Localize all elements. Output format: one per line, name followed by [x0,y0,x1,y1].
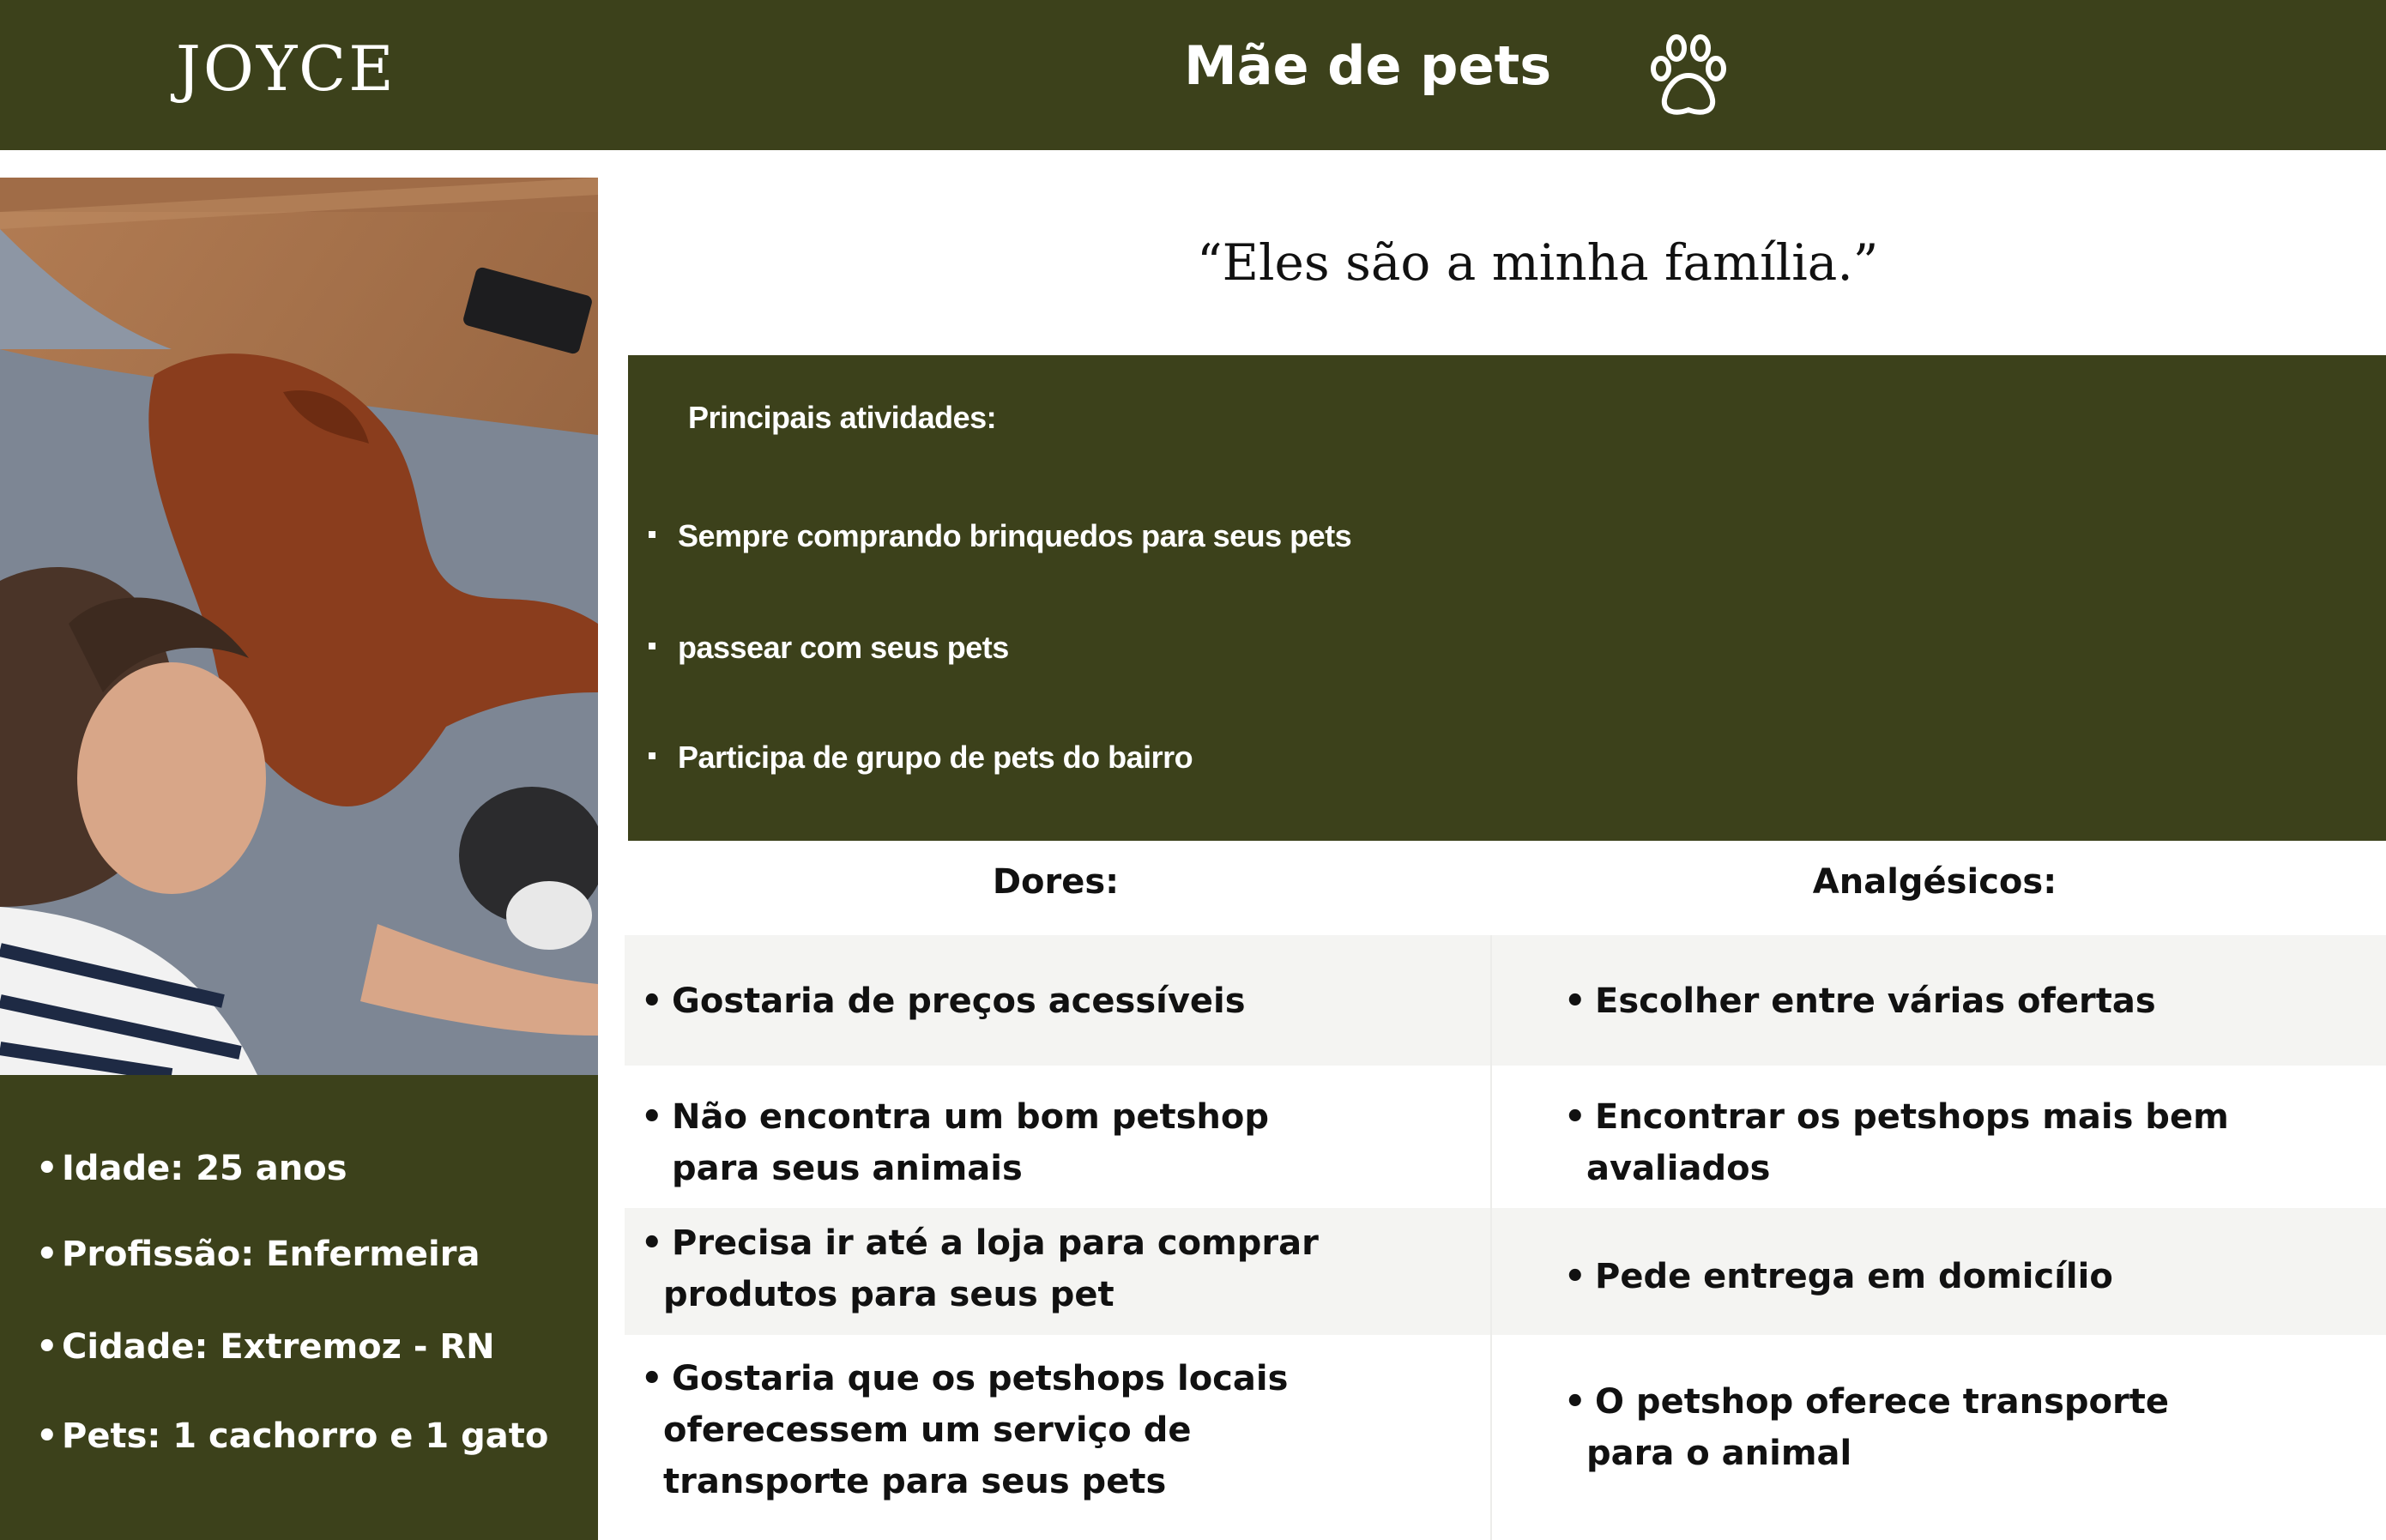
activity-item: passear com seus pets [649,630,1009,666]
pain-cell: • Precisa ir até a loja para comprar produtos para seus pet [641,1223,1319,1314]
profile-item: • Profissão: Enfermeira [36,1235,480,1274]
relief-cell: • Encontrar os petshops mais bem avaliados [1564,1097,2229,1188]
relief-cell: • O petshop oferece transporte para o animal [1564,1382,2169,1473]
persona-quote: “Eles são a minha família.” [1197,233,1879,292]
persona-name: JOYCE [176,33,396,105]
profile-item: • Pets: 1 cachorro e 1 gato [36,1416,549,1456]
column-divider [1490,935,1492,1540]
pain-cell: • Gostaria de preços acessíveis [641,981,1246,1021]
activity-item: Sempre comprando brinquedos para seus pets [649,518,1351,554]
paw-icon [1649,33,1728,118]
pain-cell: • Não encontra um bom petshop para seus animais [641,1097,1269,1188]
page-title: Mãe de pets [1184,34,1552,97]
profile-panel [0,1075,598,1540]
pain-cell: • Gostaria que os petshops locais oferecessem um serviço de transporte para seus pets [641,1359,1289,1501]
persona-photo [0,178,598,1075]
relief-cell: • Pede entrega em domicílio [1564,1257,2113,1296]
activity-item: Participa de grupo de pets do bairro [649,740,1193,776]
activities-panel [628,355,2386,841]
activities-title: Principais atividades: [688,400,997,435]
reliefs-header: Analgésicos: [1812,862,2057,902]
profile-item: • Cidade: Extremoz - RN [36,1327,495,1367]
profile-item: • Idade: 25 anos [36,1149,347,1188]
pains-header: Dores: [992,862,1120,902]
relief-cell: • Escolher entre várias ofertas [1564,981,2156,1021]
